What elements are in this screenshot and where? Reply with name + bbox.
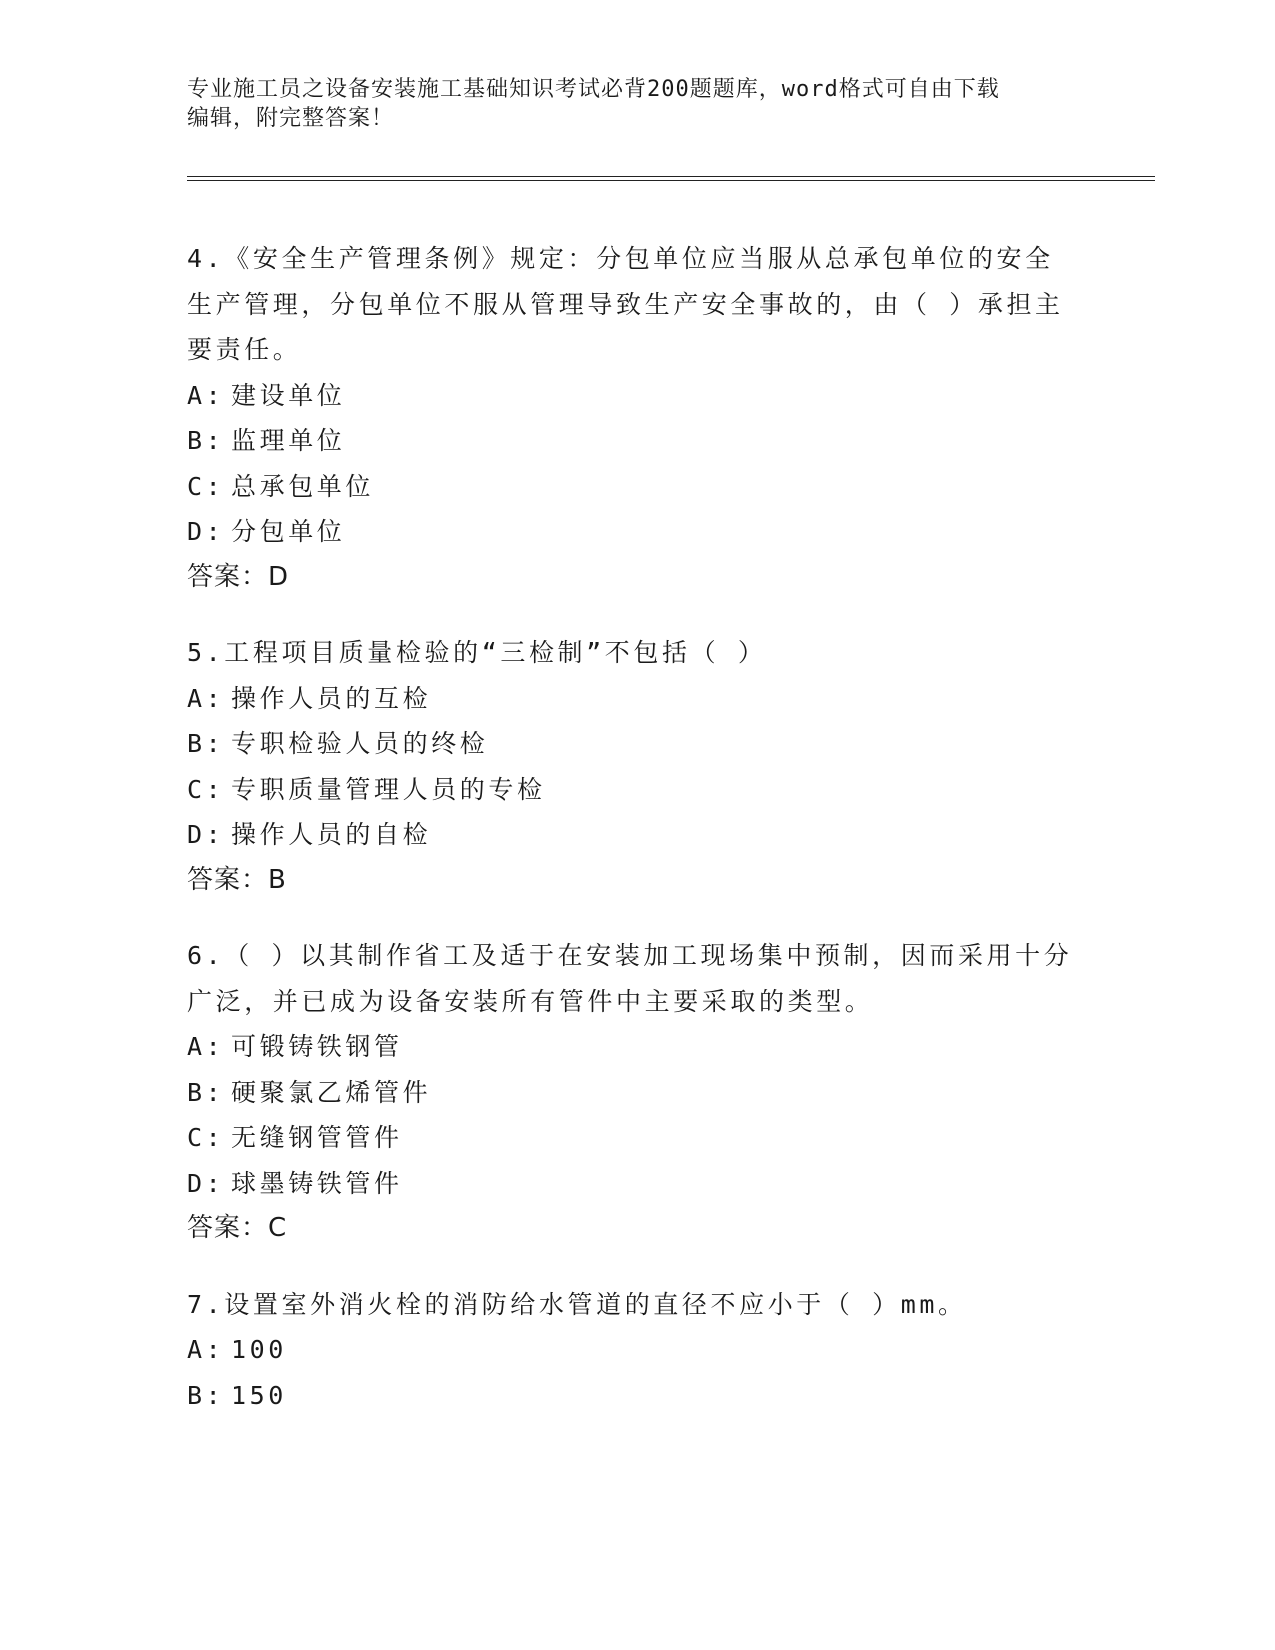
option-d — [187, 509, 1087, 555]
document-header — [187, 75, 1087, 133]
option-letter: D: — [187, 517, 225, 546]
header-double-rule — [187, 176, 1155, 181]
option-text: 监理单位 — [231, 426, 346, 455]
option-c — [187, 464, 1087, 510]
option-b — [187, 1070, 1087, 1116]
option-text: 150 — [231, 1380, 287, 1410]
option-letter: C: — [187, 774, 225, 804]
question-text-line: 要责任。 — [187, 335, 302, 364]
option-text: 操作人员的自检 — [231, 820, 432, 849]
option-text: 操作人员的互检 — [231, 683, 432, 713]
option-letter: A: — [187, 380, 225, 410]
option-letter: B: — [187, 729, 225, 758]
option-text: 无缝钢管管件 — [231, 1123, 403, 1152]
option-letter: B: — [187, 426, 225, 455]
option-d — [187, 1161, 1087, 1207]
option-letter: D: — [187, 820, 225, 849]
option-letter: C: — [187, 1123, 225, 1152]
option-a — [187, 1327, 1087, 1373]
answer-line: 答案：C — [187, 1213, 288, 1243]
option-d — [187, 812, 1087, 858]
answer-line: 答案：B — [187, 864, 287, 895]
option-a — [187, 676, 1087, 722]
option-letter: D: — [187, 1168, 225, 1198]
question-text-line: 广泛，并已成为设备安装所有管件中主要采取的类型。 — [187, 986, 874, 1016]
question-4 — [187, 236, 1087, 600]
option-a — [187, 373, 1087, 419]
question-text — [187, 1282, 1087, 1328]
answer-line: 答案：D — [187, 561, 290, 592]
question-7 — [187, 1282, 1087, 1419]
option-b — [187, 418, 1087, 464]
option-letter: B: — [187, 1380, 225, 1410]
question-text-line: 6.（ ）以其制作省工及适于在安装加工现场集中预制，因而采用十分 — [187, 941, 1073, 970]
question-5 — [187, 630, 1087, 903]
question-text-line: 5.工程项目质量检验的“三检制”不包括（ ） — [187, 638, 767, 667]
option-b — [187, 1373, 1087, 1419]
option-text: 总承包单位 — [231, 471, 375, 501]
option-letter: A: — [187, 1335, 225, 1364]
question-list — [187, 236, 1087, 1448]
option-text: 球墨铸铁管件 — [231, 1168, 403, 1198]
question-text — [187, 630, 1087, 676]
option-text: 可锻铸铁钢管 — [231, 1032, 403, 1061]
option-b — [187, 721, 1087, 767]
question-text-line: 4.《安全生产管理条例》规定：分包单位应当服从总承包单位的安全 — [187, 244, 1054, 273]
option-text: 建设单位 — [231, 380, 346, 410]
question-text-line: 生产管理，分包单位不服从管理导致生产安全事故的，由（ ）承担主 — [187, 289, 1064, 319]
question-6 — [187, 933, 1087, 1252]
option-letter: B: — [187, 1077, 225, 1107]
option-text: 专职质量管理人员的专检 — [231, 774, 546, 804]
question-text — [187, 933, 1087, 1024]
header-title-line-1: 专业施工员之设备安装施工基础知识考试必背200题题库，word格式可自由下载 — [187, 77, 1000, 102]
header-title-line-2: 编辑，附完整答案！ — [187, 106, 395, 131]
option-text: 硬聚氯乙烯管件 — [231, 1077, 432, 1107]
question-text — [187, 236, 1087, 373]
option-c — [187, 1115, 1087, 1161]
question-text-line: 7.设置室外消火栓的消防给水管道的直径不应小于（ ）mm。 — [187, 1289, 967, 1319]
option-text: 专职检验人员的终检 — [231, 729, 489, 758]
option-text: 100 — [231, 1335, 287, 1364]
option-letter: C: — [187, 471, 225, 501]
option-a — [187, 1024, 1087, 1070]
option-letter: A: — [187, 683, 225, 713]
option-text: 分包单位 — [231, 517, 346, 546]
option-c — [187, 767, 1087, 813]
option-letter: A: — [187, 1032, 225, 1061]
